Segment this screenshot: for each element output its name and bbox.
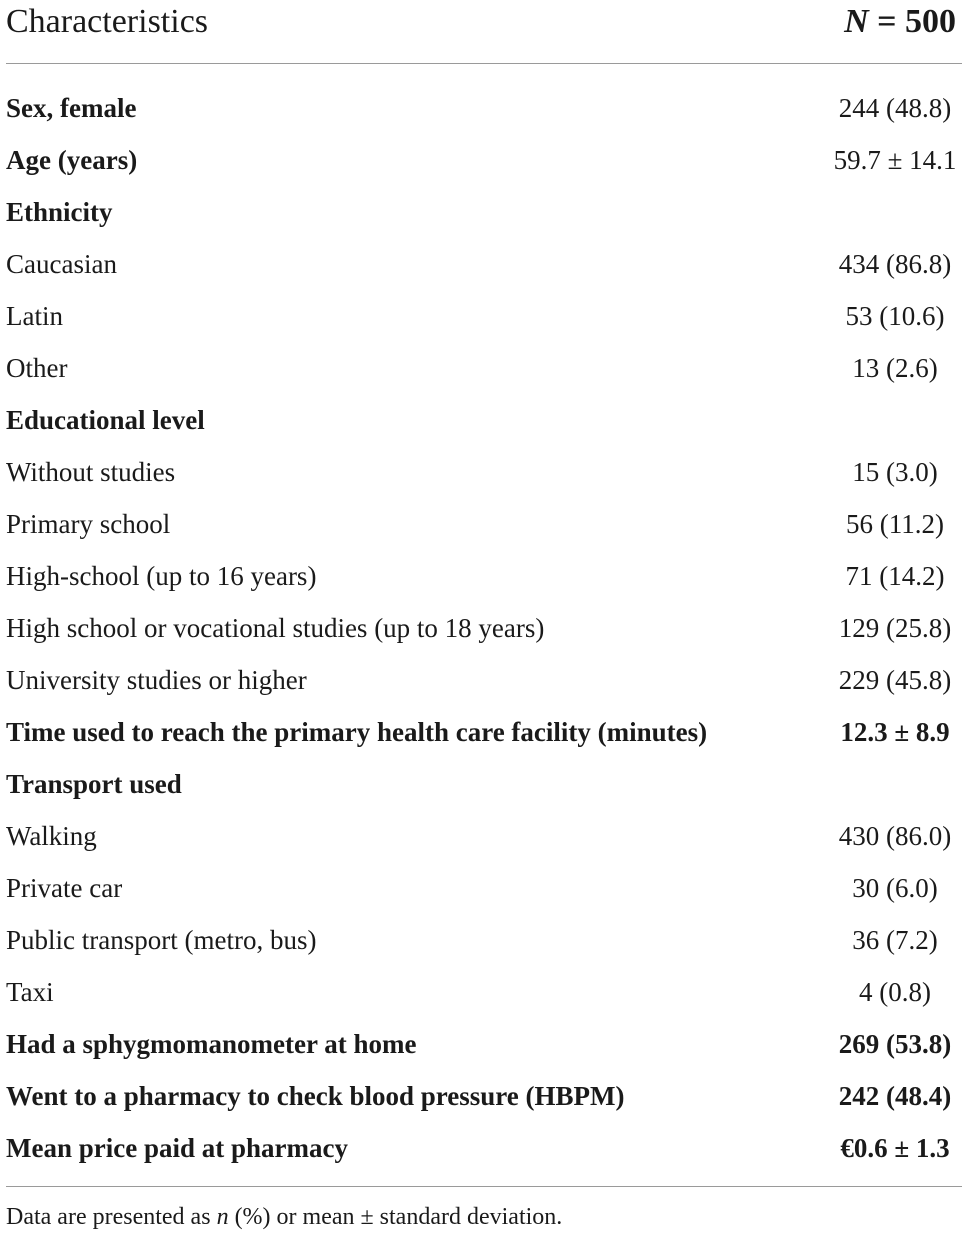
row-label: High school or vocational studies (up to 18 years) — [6, 613, 545, 643]
table-row — [0, 186, 968, 238]
row-value: 56 (11.2) — [846, 509, 944, 539]
table-footnote — [6, 1200, 562, 1234]
row-label: Without studies — [6, 457, 176, 487]
row-value: €0.6 ± 1.3 — [840, 1133, 950, 1163]
footnote-prefix: Data are presented as — [6, 1204, 217, 1230]
row-label: High-school (up to 16 years) — [6, 561, 317, 591]
table-row — [0, 394, 968, 446]
row-value: 430 (86.0) — [838, 821, 952, 851]
row-label: Sex, female — [6, 93, 137, 123]
row-value: 12.3 ± 8.9 — [840, 717, 950, 747]
row-value: 229 (45.8) — [838, 665, 952, 695]
table-row — [0, 1070, 968, 1122]
footnote-n-variable: n — [216, 1204, 229, 1230]
row-label: Primary school — [6, 509, 171, 539]
table-row — [0, 966, 968, 1018]
table-row — [0, 82, 968, 134]
table-body — [0, 82, 968, 1174]
row-label: Educational level — [6, 405, 205, 435]
table-row — [0, 914, 968, 966]
row-value: 4 (0.8) — [859, 977, 931, 1007]
row-value: 30 (6.0) — [852, 873, 938, 903]
table-row — [0, 758, 968, 810]
row-label: Caucasian — [6, 249, 117, 279]
row-value: 36 (7.2) — [852, 925, 938, 955]
header-characteristics: Characteristics — [6, 3, 209, 40]
header-n-value: = 500 — [868, 3, 956, 40]
row-label: Private car — [6, 873, 123, 903]
row-label: Time used to reach the primary health care facility (minutes) — [6, 717, 708, 747]
table-row — [0, 706, 968, 758]
row-label: University studies or higher — [6, 665, 307, 695]
table-header — [0, 0, 968, 62]
row-label: Latin — [6, 301, 63, 331]
table-row — [0, 134, 968, 186]
row-value: 269 (53.8) — [838, 1029, 952, 1059]
row-value: 53 (10.6) — [845, 301, 945, 331]
table-row — [0, 498, 968, 550]
table-row — [0, 550, 968, 602]
table-row — [0, 238, 968, 290]
row-label: Went to a pharmacy to check blood pressure (HBPM) — [6, 1081, 625, 1111]
table-row — [0, 810, 968, 862]
header-sample-size — [844, 2, 956, 42]
table-row — [0, 602, 968, 654]
header-n-variable: N — [844, 3, 869, 40]
row-label: Had a sphygmomanometer at home — [6, 1029, 417, 1059]
row-label: Transport used — [6, 769, 182, 799]
row-value: 15 (3.0) — [852, 457, 938, 487]
row-label: Walking — [6, 821, 97, 851]
table-row — [0, 342, 968, 394]
table-row — [0, 1018, 968, 1070]
row-value: 59.7 ± 14.1 — [833, 145, 957, 175]
footer-divider — [6, 1186, 962, 1187]
row-value: 129 (25.8) — [838, 613, 952, 643]
table-row — [0, 862, 968, 914]
row-value: 71 (14.2) — [845, 561, 945, 591]
footnote-suffix: (%) or mean ± standard deviation. — [228, 1204, 563, 1230]
table-row — [0, 446, 968, 498]
table-row — [0, 654, 968, 706]
table-row — [0, 290, 968, 342]
row-label: Public transport (metro, bus) — [6, 925, 317, 955]
table-row — [0, 1122, 968, 1174]
header-divider — [6, 63, 962, 64]
row-value: 13 (2.6) — [852, 353, 938, 383]
row-label: Ethnicity — [6, 197, 113, 227]
row-label: Other — [6, 353, 68, 383]
row-label: Age (years) — [6, 145, 138, 175]
row-value: 244 (48.8) — [838, 93, 952, 123]
row-value: 434 (86.8) — [838, 249, 952, 279]
row-label: Mean price paid at pharmacy — [6, 1133, 348, 1163]
row-value: 242 (48.4) — [838, 1081, 952, 1111]
row-label: Taxi — [6, 977, 54, 1007]
